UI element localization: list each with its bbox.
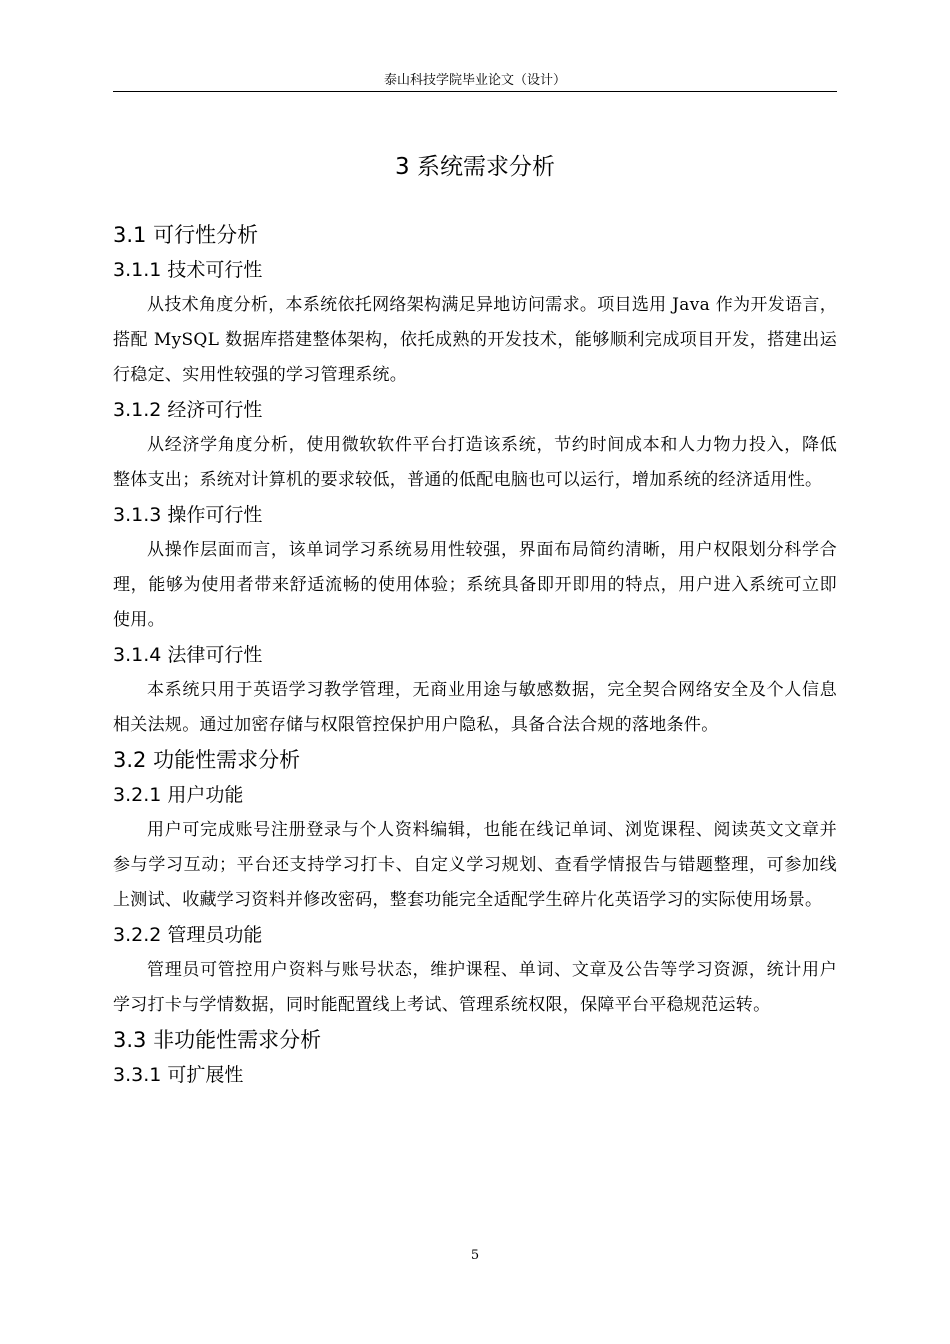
subsection-heading-3-1-3: 3.1.3 操作可行性 (113, 504, 263, 526)
header-divider (113, 91, 837, 92)
page-body (113, 142, 837, 1093)
paragraph-technical-feasibility: 从技术角度分析，本系统依托网络架构满足异地访问需求。项目选用 Java 作为开发语言，搭配 MySQL 数据库搭建整体架构，依托成熟的开发技术，能够顺利完成项目开发，搭建出运行稳定、实用性较强的学习管理系统。 (113, 295, 837, 385)
paragraph-operational-feasibility: 从操作层面而言，该单词学习系统易用性较强，界面布局简约清晰，用户权限划分科学合理，能够为使用者带来舒适流畅的使用体验；系统具备即开即用的特点，用户进入系统可立即使用。 (113, 540, 837, 630)
section-heading-3-1: 3.1 可行性分析 (113, 223, 259, 247)
subsection-heading-3-2-1: 3.2.1 用户功能 (113, 784, 244, 806)
subsection-heading-3-3-1: 3.3.1 可扩展性 (113, 1064, 244, 1086)
section-heading-3-3: 3.3 非功能性需求分析 (113, 1028, 322, 1052)
subsection-heading-3-1-2: 3.1.2 经济可行性 (113, 399, 263, 421)
page-number: 5 (470, 1248, 480, 1263)
subsection-heading-3-2-2: 3.2.2 管理员功能 (113, 924, 263, 946)
section-heading-3-2: 3.2 功能性需求分析 (113, 748, 301, 772)
subsection-heading-3-1-4: 3.1.4 法律可行性 (113, 644, 263, 666)
paragraph-economic-feasibility: 从经济学角度分析，使用微软软件平台打造该系统，节约时间成本和人力物力投入，降低整体支出；系统对计算机的要求较低，普通的低配电脑也可以运行，增加系统的经济适用性。 (113, 435, 837, 490)
chapter-title: 3 系统需求分析 (395, 154, 555, 180)
paragraph-user-functions: 用户可完成账号注册登录与个人资料编辑，也能在线记单词、浏览课程、阅读英文文章并参与学习互动；平台还支持学习打卡、自定义学习规划、查看学情报告与错题整理，可参加线上测试、收藏学习资料并修改密码，整套功能完全适配学生碎片化英语学习的实际使用场景。 (113, 820, 837, 910)
paragraph-legal-feasibility: 本系统只用于英语学习教学管理，无商业用途与敏感数据，完全契合网络安全及个人信息相关法规。通过加密存储与权限管控保护用户隐私，具备合法合规的落地条件。 (113, 680, 837, 735)
subsection-heading-3-1-1: 3.1.1 技术可行性 (113, 259, 263, 281)
paragraph-admin-functions: 管理员可管控用户资料与账号状态，维护课程、单词、文章及公告等学习资源，统计用户学习打卡与学情数据，同时能配置线上考试、管理系统权限，保障平台平稳规范运转。 (113, 960, 837, 1015)
page-header: 泰山科技学院毕业论文（设计） (383, 73, 566, 88)
